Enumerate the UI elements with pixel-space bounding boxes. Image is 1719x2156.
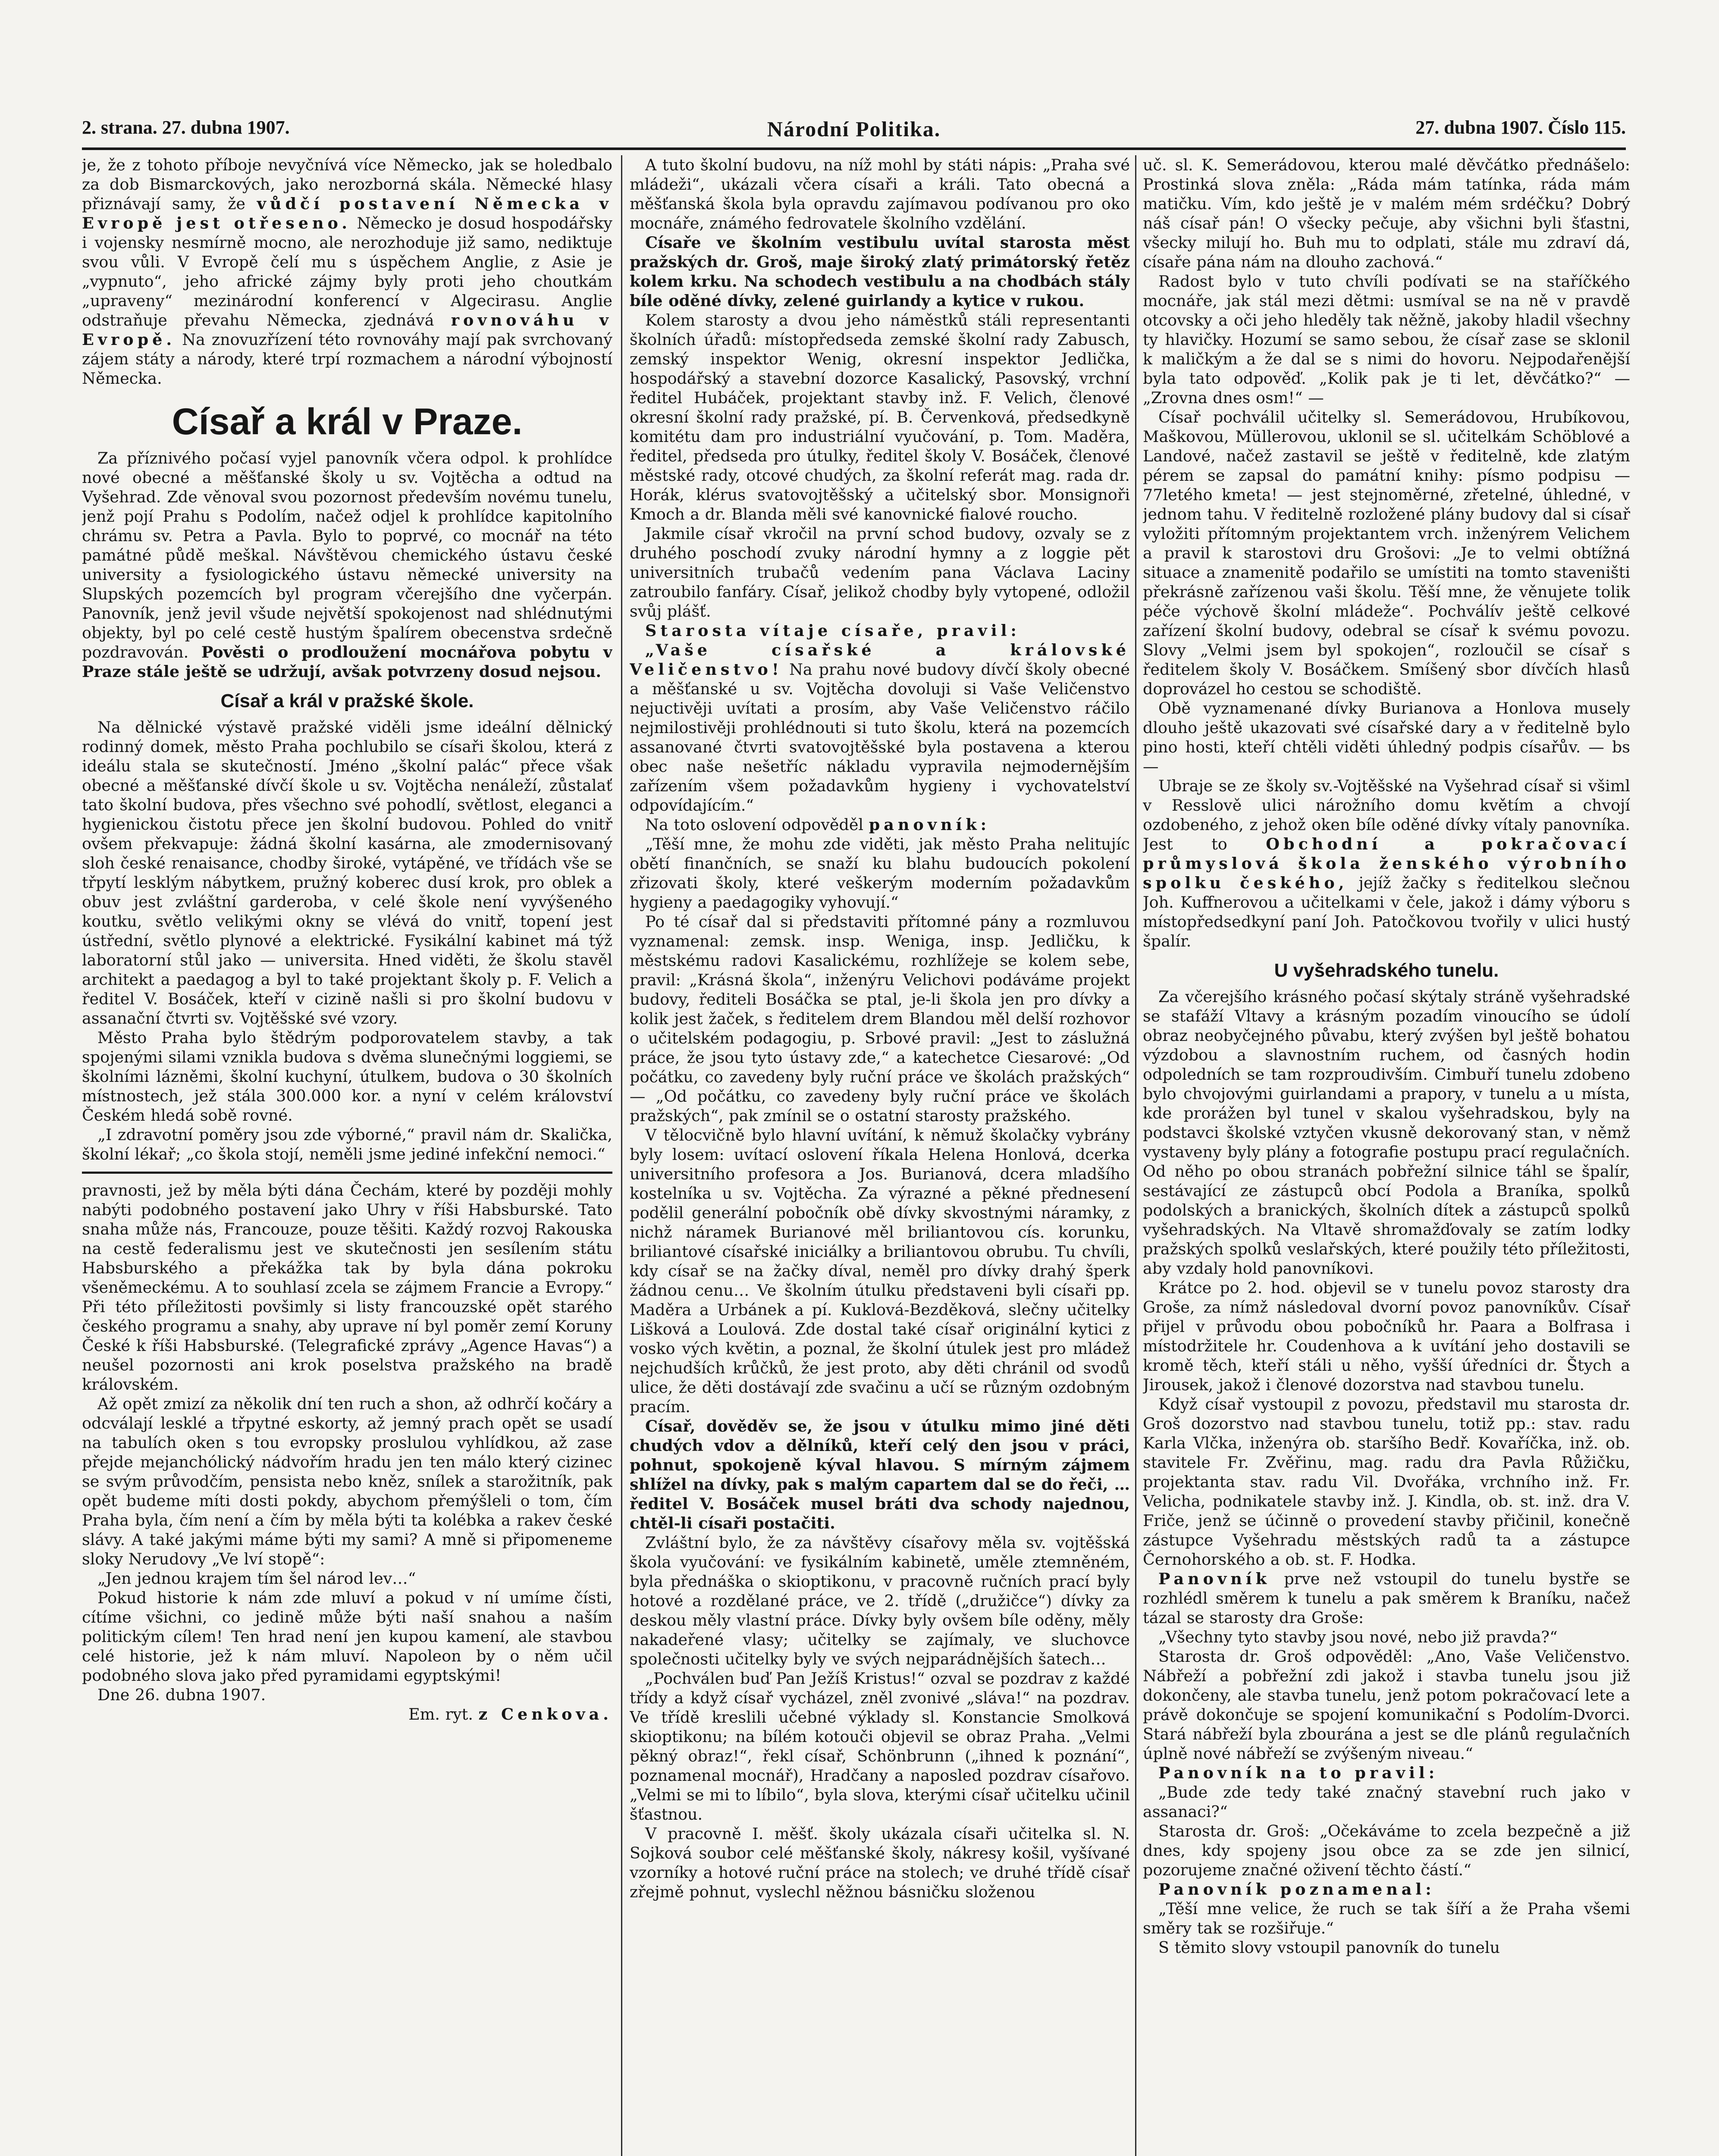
column-3	[1143, 155, 1630, 2156]
article-paragraph: „Všechny tyto stavby jsou nové, nebo již pravda?“	[1158, 1628, 1558, 1646]
article-paragraph: Ubraje se ze školy sv.-Vojtěšské na Vyšehrad císař si všiml v Resslově ulici nárožního domu květím a chvojí ozdobeného, z jehož oken bíle oděné dívky vítaly panovníka. Jest to Obchodní a pokračovací průmyslová škola ženského výrobního spolku českého, jejíž žačky s ředitelkou slečnou Joh. Kuffnerovou a učitelkami v čele, jakož i dámy výboru s místopředsedkyní paní Joh. Patočkovou tvořily v ulici hustý špalír.	[1143, 777, 1630, 950]
article-paragraph: Jakmile císař vkročil na první schod budovy, ozvaly se z druhého poschodí zvuky národní hymny a z loggie pět universitních trubačů vedením pana Václava Laciny zatroubilo fanfáry. Císař, jelikož chodby byly vytopené, odložil svůj plášť.	[630, 524, 1130, 620]
article-paragraph: Za včerejšího krásného počasí skýtaly stráně vyšehradské se stafáží Vltavy a krásným pozadím vinoucího se údolí obraz neobyčejného půvabu, který zvýšen byl ještě bohatou výzdobou a slavnostním ruchem, od časných hodin odpoledních se tam rozproudivším. Cimbuří tunelu zdobeno bylo chvojovými guirlandami a prapory, v tunelu a u místa, kde prorážen byl tunel v skalou vyšehradskou, byly na podstavci školské vztyčen vkusně dekorovaný stan, v němž vystaveny byly plány a fotografie postupu prací regulačních. Od něho po obou stranách pobřežní silnice táhl se špalír, sestávající ze zástupců obcí Podola a Braníka, spolků podolských a branických, školních dítek a zástupců spolků vyšehradských. Na Vltavě shromažďovaly se zatím lodky pražských spolků veslařských, které použily této příležitosti, aby vzdaly hold panovníkovi.	[1143, 987, 1630, 1278]
column-1	[82, 155, 612, 2156]
article-paragraph: pravnosti, jež by měla býti dána Čechám, které by později mohly nabýti podobného postavení jako Uhry v říši Habsburské. Tato snaha může nás, Francouze, pouze těšiti. Každý rozvoj Rakouska na cestě federalismu jest ve skutečnosti jen sesílením státu Habsburského a překážka tak by byla dána pokroku všeněmeckému. A to souhlasí zcela se zájmem Francie a Evropy.“ Při této příležitosti povšimly si listy francouzské opět starého českého programu a snahy, aby uprave ní byl poměr zemí Koruny České k říši Habsburské. (Telegrafické zprávy „Agence Havas“) a neušel pozornosti ani krok poselstva pražského na bradě královském.	[82, 1181, 612, 1394]
article-paragraph: uč. sl. K. Semerádovou, kterou malé děvčátko přednášelo: Prostinká slova zněla: „Ráda mám tatínka, ráda mám matičku. Vím, kdo ještě je v malém mém srdéčku? Dobrý náš císař pán! O všecky pečuje, aby všichni byli šťastni, všecky milují ho. Buh mu to odplati, stále mu zdraví dá, císaře pána nám na dlouho zachová.“	[1143, 156, 1630, 271]
article-paragraph: Císař, dověděv se, že jsou v útulku mimo jiné děti chudých vdov a dělníků, kteří celý den jsou v práci, pohnut, spokojeně kýval hlavou. S mírným zájmem shlížel na dívky, pak s malým capartem dal se do řeči, … ředitel V. Bosáček musel bráti dva schody najednou, chtěl-li císaři postačiti.	[630, 1417, 1130, 1532]
article-paragraph: Když císař vystoupil z povozu, představil mu starosta dr. Groš dozorstvo nad stavbou tunelu, totiž pp.: stav. radu Karla Vlčka, inženýra ob. staršího Bedř. Kovaříčka, inž. ob. stavitele Fr. Zvěřinu, mag. radu dra Pavla Růžičku, projektanta stav. radu Vil. Dvořáka, vrchního inž. Fr. Velicha, podnikatele stavby inž. J. Kindla, ob. st. inž. dra V. Friče, jenž se účinně o provedení stavby přičinil, konečně zástupce Vyšehradu městských radů ta a zástupce Černohorského a ob. st. F. Hodka.	[1143, 1395, 1630, 1569]
article-paragraph: je, že z tohoto příboje nevyčnívá více Německo, jak se holedbalo za dob Bismarckových, jako nerozborná skála. Německé hlasy přiznávají samy, že vůdčí postavení Německa v Evropě jest otřeseno. Německo je dosud hospodářsky i vojensky nesmírně mocno, ale nerozhoduje již samo, nediktuje svou vůli. V Evropě čelí mu s úspěchem Anglie, z Asie je „vypnuto“, jeho africké zájmy byly proti jeho choutkám „upraveny“ mezinárodní konferencí v Algecirasu. Anglie odstraňuje převahu Německa, zjednává rovnováhu v Evropě. Na znovuzřízení této rovnováhy mají pak svrchovaný zájem státy a národy, které trpí rozmachem a národní výbojností Německa.	[82, 156, 612, 388]
article-paragraph: Panovník na to pravil:	[1158, 1764, 1439, 1782]
article-paragraph: V pracovně I. měšť. školy ukázala císaři učitelka sl. N. Sojková soubor celé měšťanské školy, nákresy košil, vyšívané vzorníky a hotové ruční práce na stolech; ve druhé třídě císař zřejmě pohnut, vyslechl něžnou básničku složenou	[630, 1824, 1130, 1901]
article-paragraph: Na dělnické výstavě pražské viděli jsme ideální dělnický rodinný domek, město Praha pochlubilo se císaři školou, která z ideálu stala se skutečností. Jméno „školní palác“ přece však obecné a měšťanské dívčí škole u sv. Vojtěcha nenáleží, zůstalať tato školní budova, přes všechno své pohodlí, světlost, eleganci a hygienickou čistotu přece jen školní budovou. Pohled do vnitř ovšem překvapuje: žádná školní kasárna, ale zmodernisovaný sloh české renaisance, chodby široké, vytápěné, ve třídách vše se třpytí lesklým nábytkem, pružný koberec dusí krok, pro oblek a obuv jest zvláštní garderoba, v celé škole není vyvýšeného koutku, světlo velikými okny se vlévá do vnitř, topení jest ústřední, světlo plynové a elektrické. Fysikální kabinet má týž laboratorní stůl jako — universita. Hned viděti, že školu stavěl architekt a paedagog a byl to také projektant školy p. F. Velich a ředitel V. Bosáček, kteří v cizině našli si pro školní budovu v assanační čtvrti sv. Vojtěšské své vzory.	[82, 718, 612, 1028]
subheadline-vysehrad-tunnel: U vyšehradského tunelu.	[1274, 960, 1499, 981]
article-dateline: Dne 26. dubna 1907.	[97, 1686, 266, 1704]
article-paragraph: Po té císař dal si představiti přítomné pány a rozmluvou vyznamenal: zemsk. insp. Weniga, insp. Jedličku, k městskému radovi Kasalickému, rozhlížeje se kolem sebe, pravil: „Krásná škola“, inženýru Velichovi podáváme projekt budovy, řediteli Bosáčka se ptal, je-li škola jen pro dívky a kolik jest žaček, s ředitelem drem Blandou měl delší rozhovor o učitelském podagogiu, p. Srbové pravil: „Jest to záslužná práce, že jsou tyto ústavy zde,“ a katechetce Ciesarové: „Od počátku, co zavedeny byly ruční práce ve školách pražských“ — „Od počátku, co zavedeny byly ruční práce ve školách pražských“, pak zmínil se o ostatní starosty pražského.	[630, 912, 1130, 1125]
article-paragraph: Obě vyznamenané dívky Burianova a Honlova musely dlouho ještě ukazovati své císařské dary a v ředitelně bylo pino hosti, kteří chtěli viděti úhledný podpis císařův. — bs —	[1143, 699, 1630, 776]
article-paragraph: Starosta dr. Groš: „Očekáváme to zcela bezpečně a již dnes, kdy spojeny jsou obce za se zde jen silnicí, pozorujeme značné oživení těchto částí.“	[1143, 1822, 1630, 1879]
article-paragraph: Kolem starosty a dvou jeho náměstků stáli representanti školních úřadů: místopředseda zemské školní rady Zabusch, zemský inspektor Wenig, okresní inspektor Jedlička, hospodářský a stavební dozorce Kasalický, Pasovský, vrchní ředitel Hubáček, projektant stavby inž. F. Velich, členové okresní školní rady pražské, pí. B. Červenková, předsedkyně komitétu dam pro industriální vyučování, p. Tom. Maděra, ředitel, předseda pro útulky, ředitel školy V. Bosáček, členové městské rady, otcové chudých, za školní referát mag. rada dr. Horák, klérus svatovojtěšský a učitelský sbor. Monsignoři Kmoch a dr. Blanda měli své kanovnické fialové roucho.	[630, 311, 1130, 523]
article-paragraph: Za příznivého počasí vyjel panovník včera odpol. k prohlídce nové obecné a měšťanské školy u sv. Vojtěcha a odtud na Vyšehrad. Zde věnoval svou pozornost především novému tunelu, jenž pojí Prahu s Podolím, načež odjel k prohlídce kapitolního chrámu sv. Petra a Pavla. Bylo to poprvé, co mocnář na této památné půdě meškal. Návštěvou chemického ústavu české university a fysiologického ústavu německé university na Slupských pozemcích byl program včerejšího dne vyčerpán. Panovník, jenž jevil všude největší spokojenost nad shlédnutými objekty, byl po celé cestě hustým špalírem obecenstva srdečně pozdravován. Pověsti o prodloužení mocnářova pobytu v Praze stále ještě se udržují, avšak potvrzeny dosud nejsou.	[82, 449, 612, 681]
article-signature: Em. ryt. z Cenkova.	[408, 1705, 612, 1724]
article-paragraph: Panovník poznamenal:	[1158, 1880, 1435, 1899]
article-paragraph: V tělocvičně bylo hlavní uvítání, k němuž školačky vybrány byly losem: uvítací oslovení říkala Helena Honlová, dcerka universitního profesora a Jos. Burianová, dcera mladšího kostelníka u sv. Vojtěcha. Za výrazné a pěkné přednesení podělil generální pobočník obě dívky skvostnými náramky, z nichž náramek Burianové měl briliantovou cís. korunku, briliantové císařské iniciálky a briliantovou obrubu. Tu chvíli, kdy císař se na žačky díval, neměl pro dívky drahý šperk žádnou cenu… Ve školním útulku představeni byli císaři pp. Maděra a Urbánek a pí. Kuklová-Bezděková, slečny učitelky Lišková a Loulová. Zde dostal také císař originální kytici z vosko vých květin, a poznal, že školní útulek jest pro mládež nejchudších krůčků, že jest proto, aby děti chránil od svodů ulice, že děti dostávají zde svačinu a učí se různým ozdobným pracím.	[630, 1126, 1130, 1416]
quoted-verse: „Jen jednou krajem tím šel národ lev…“	[97, 1569, 416, 1588]
article-paragraph: „Těší mne, že mohu zde viděti, jak město Praha nelitujíc obětí finančních, se snaží ku blahu budoucích pokolení zřizovati školy, které veškerým moderním požadavkům hygieny a paedagogiky vyhovují.“	[630, 835, 1130, 912]
article-paragraph: Císař pochválil učitelky sl. Semerádovou, Hrubíkovou, Maškovou, Müllerovou, uklonil se sl. učitelkám Schöblové a Landové, načež zastavil se ještě v ředitelně, kde zlatým pérem se zapsal do památní knihy: písmo podpisu — 77letého kmeta! — jest stejnoměrné, zřetelné, úhledné, v jednom tahu. V ředitelně rozložené plány budovy dal si císař vyložiti přítomným projektantem vrch. inženýrem Velichem a pravil k starostovi dru Grošovi: „Je to velmi obtížná situace a znamenitě podařilo se umístiti na tomto staveništi překrásně zařízenou vaši školu. Těší mne, že věnujete tolik péče výchově školní mládeže“. Pochválív ještě celkové zařízení školní budovy, odebral se císař k svému povozu. Slovy „Velmi jsem byl spokojen“, rozloučil se císař s ředitelem školy V. Bosáčkem. Smíšený sbor dívčích hlasů doprovázel ho cestou se schodiště.	[1143, 408, 1630, 698]
article-paragraph: Starosta dr. Groš odpověděl: „Ano, Vaše Veličenstvo. Nábřeží a pobřežní zdi jakož i stavba tunelu jsou již dokončeny, ale stavba tunelu, jenž potom pokračovací lete a právě dokončuje se spojení komunikační s Podolím-Dvorci. Stará nábřeží byla zbourána a jest se dle plánů regulačních úplně nové nábřeží se zvýšeným niveau.“	[1143, 1647, 1630, 1763]
column-rule-2	[1135, 155, 1136, 2156]
column-2	[630, 155, 1130, 2156]
article-paragraph: S těmito slovy vstoupil panovník do tunelu	[1158, 1938, 1500, 1957]
article-paragraph: „Vaše císařské a královské Veličenstvo! Na prahu nové budovy dívčí školy obecné a měšťanské u sv. Vojtěcha dovoluji si Vaše Veličenstvo nejuctivěji uvítati a prosím, aby Vaše Veličenstvo ráčilo nejmilostivěji prohlédnouti si tuto školu, která na pozemcích assanované čtvrti svatovojtěšské byla postavena a kterou obec naše nešetříc nákladu vypravila nejmodernějším zařízením všem požadavkům hygieny i vychovatelství odpovídajícím.“	[630, 641, 1130, 815]
article-paragraph: Radost bylo v tuto chvíli podívati se na staříčkého mocnáře, jak stál mezi dětmi: usmíval se na ně v pravdě otcovsky a oči jeho hleděly tak něžně, jakoby hladil všechny ty hlavičky. Hozumí se samo sebou, že císař zase se sklonil k maličkým a že dal se s nimi do hovoru. Nejpodařenější byla tato odpověď. „Kolik pak je ti let, děvčátko?“ — „Zrovna dnes osm!“ —	[1143, 272, 1630, 407]
article-paragraph: „Těší mne velice, že ruch se tak šíří a že Praha všemi směry tak se rozšiřuje.“	[1143, 1899, 1630, 1937]
page-header	[82, 113, 1626, 150]
article-paragraph: „Pochválen buď Pan Ježíš Kristus!“ ozval se pozdrav z každé třídy a když císař vycházel, zněl zvonivé „sláva!“ na pozdrav. Ve třídě kreslili učebné výklady sl. Konstancie Smolková skioptikonu; na bílém kotouči objevil se obraz Praha. „Velmi pěkný obraz!“, řekl císař, Schönbrunn („ihned k poznání“, poznamenal mocnář), Hradčany a naposled pozdrav císařovo. „Velmi se mi to líbilo“, byla slova, kterými císař učitelku učinil šťastnou.	[630, 1669, 1130, 1824]
section-separator	[82, 1172, 612, 1174]
article-paragraph: Pokud historie k nám zde mluví a pokud v ní umíme čísti, cítíme všichni, co jedině může býti naší snahou a naším politickým cílem! Ten hrad není jen kupou kamení, ale stavbou celé historie, jež k nám mluví. Napoleon by o něm učil podobného slova jako před pyramidami egyptskými!	[82, 1589, 612, 1685]
subheadline-school-visit: Císař a král v pražské škole.	[220, 690, 474, 711]
article-paragraph: „I zdravotní poměry jsou zde výborné,“ pravil nám dr. Skalička, školní lékař; „co škola stojí, neměli jsme jediné infekční nemoci.“	[82, 1125, 612, 1163]
article-paragraph: A tuto školní budovu, na níž mohl by státi nápis: „Praha své mládeži“, ukázali včera císaři a králi. Tato obecná a měšťanská škola byla opravdu zajímavou podívanou pro oko mocnáře, známého fedrovatele školního vzdělání.	[630, 156, 1130, 232]
article-paragraph: Na toto oslovení odpověděl panovník:	[645, 815, 991, 834]
masthead-title: Národní Politika.	[767, 117, 941, 141]
column-rule-1	[621, 155, 622, 2156]
header-page-date: 2. strana. 27. dubna 1907.	[82, 117, 290, 138]
article-paragraph: Zvláštní bylo, že za návštěvy císařovy měla sv. vojtěšská škola vyučování: ve fysikálním kabinetě, uměle ztemněném, byla přednáška o skioptikonu, v pracovně ručních prací byly hotové a rozdělané práce, ve 2. třídě („družičce“) dívky za deskou měly vlastní práce. Dívky byly ovšem bíle oděny, měly nakadeřené vlasy; učitelky se zajímaly, ve sluchovce společnosti učitelky byly ve svých nejparádnějších šatech…	[630, 1533, 1130, 1668]
article-paragraph: „Bude zde tedy také značný stavební ruch jako v assanaci?“	[1143, 1783, 1630, 1821]
article-paragraph: Panovník prve než vstoupil do tunelu bystře se rozhlédl směrem k tunelu a pak směrem k Braníku, načež tázal se starosty dra Groše:	[1143, 1570, 1630, 1627]
article-paragraph: Starosta vítaje císaře, pravil:	[645, 621, 1020, 640]
article-paragraph: Císaře ve školním vestibulu uvítal starosta měst pražských dr. Groš, maje široký zlatý primátorský řetěz kolem krku. Na schodech vestibulu a na chodbách stály bíle oděné dívky, zelené guirlandy a kytice v rukou.	[630, 233, 1130, 310]
article-paragraph: Krátce po 2. hod. objevil se v tunelu povoz starosty dra Groše, za nímž následoval dvorní povoz panovníkův. Císař přijel v průvodu obou pobočníků hr. Paara a Bolfrasa i místodržitele hr. Coudenhova a k uvítání jeho dostavili se kromě těch, kteří stáli u něho, vyšší úředníci dr. Štych a Jirousek, jakož i členové dozorstva nad stavbou tunelu.	[1143, 1279, 1630, 1394]
headline-emperor-in-prague: Císař a král v Praze.	[172, 401, 523, 442]
header-date-issue: 27. dubna 1907. Číslo 115.	[1415, 117, 1626, 138]
article-paragraph: Až opět zmizí za několik dní ten ruch a shon, až odhrčí kočáry a odcválají lesklé a třpytné eskorty, až jemný prach opět se usadí na tabulích oken s tou evropsky proslulou vyhlídkou, až zase přejde mejanchólický nádvořím hradu jen ten málo který cizinec se svým průvodčím, pensista nebo kněz, snílek a starožitník, pak opět budeme míti dosti pokdy, abychom přemýšleli o tom, čím Praha byla, čím není a čím by měla býti ta kolébka a rakev české slávy. A také jakými máme býti my sami? A mně si připomeneme sloky Nerudovy „Ve lví stopě“:	[82, 1395, 612, 1568]
article-paragraph: Město Praha bylo štědrým podporovatelem stavby, a tak spojenými silami vznikla budova s dvěma slunečnými loggiemi, se školními lázněmi, školní kuchyní, útulkem, budova o 30 školních místnostech, jež stála 300.000 kor. a nyní v celém království Českém hledá sobě rovné.	[82, 1028, 612, 1125]
